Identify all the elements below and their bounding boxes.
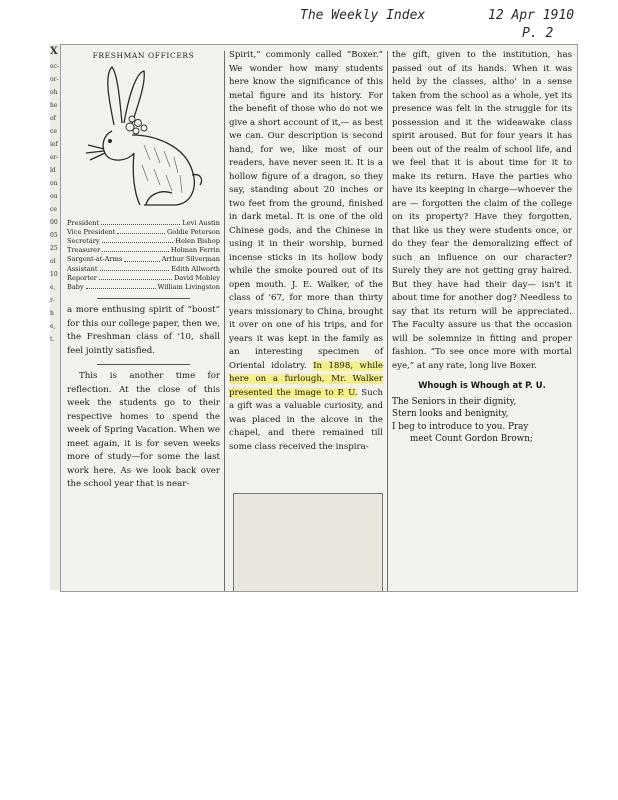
rabbit-illustration	[74, 65, 214, 215]
freshman-officers-heading: FRESHMAN OFFICERS	[92, 51, 195, 60]
edge-fragment: 10	[50, 271, 58, 278]
officer-row	[67, 274, 220, 283]
verse-line: The Seniors in their dignity,	[392, 396, 517, 407]
officer-row	[67, 283, 220, 292]
edge-fragment: 05	[50, 232, 58, 239]
edge-fragment: of	[50, 115, 56, 122]
officer-name: Helen Bishop	[175, 236, 220, 245]
edge-fragment: ld	[50, 167, 56, 174]
officer-name: Arthur Silverman	[161, 255, 220, 264]
section-divider	[97, 298, 190, 299]
officer-role: President	[67, 218, 100, 227]
handwritten-annotation-date: 12 Apr 1910	[488, 8, 575, 23]
officer-name: William Livingston	[157, 282, 220, 291]
edge-fragment: ief	[50, 141, 58, 148]
edge-fragment: or-	[50, 76, 59, 83]
officer-row	[67, 255, 220, 264]
officer-name: Levi Austin	[182, 218, 220, 227]
edge-fragment: e,	[50, 284, 56, 291]
dot-leader	[124, 255, 160, 261]
column-2	[229, 49, 383, 454]
column-rule	[387, 51, 388, 591]
dot-leader	[117, 228, 165, 234]
column-1	[67, 49, 220, 492]
edge-fragment: 25	[50, 245, 58, 252]
edge-fragment: on	[50, 180, 58, 187]
edge-fragment: e,	[50, 323, 56, 330]
edge-fragment: ce	[50, 128, 57, 135]
newspaper-clipping	[60, 44, 578, 592]
dot-leader	[102, 237, 174, 243]
edge-fragment: t.	[50, 336, 55, 343]
officers-list	[67, 219, 220, 293]
edge-fragment: oh	[50, 89, 58, 96]
officer-row	[67, 237, 220, 246]
edge-fragment: h	[50, 310, 54, 317]
verse	[392, 396, 572, 446]
dot-leader	[101, 219, 180, 225]
officer-row	[67, 219, 220, 228]
edge-fragment: he	[50, 102, 58, 109]
officer-role: Baby	[67, 282, 84, 291]
handwritten-annotation-title: The Weekly Index	[300, 8, 426, 23]
dot-leader	[100, 265, 170, 271]
officer-name: Edith Allworth	[171, 264, 220, 273]
edge-fragment: r-	[50, 297, 55, 304]
article-boxer-text	[229, 49, 383, 454]
officer-role: Vice President	[67, 227, 116, 236]
officer-role: Secretary	[67, 236, 100, 245]
officer-name: Holman Ferrin	[170, 246, 220, 255]
officer-role: Assistant	[67, 264, 98, 273]
edge-fragment: ec-	[50, 63, 59, 70]
paragraph-reflection: This is another time for reflection. At the close of this week the students go to their respective homes to spend the week of Spring Vacation. When we meet again, it is for seven weeks more of study—for some the last work here. As we look back over the school year that is near-	[67, 371, 220, 490]
edge-fragment: ou	[50, 193, 58, 200]
officer-row	[67, 246, 220, 255]
officer-row	[67, 228, 220, 237]
officer-name: David Mobley	[173, 273, 220, 282]
section-divider	[97, 364, 190, 365]
edge-fragment: X	[50, 46, 58, 57]
handwritten-annotation-page: P. 2	[522, 26, 554, 41]
officer-role: Sargent-at-Arms	[67, 255, 123, 264]
verse-line: meet Count Gordon Brown;	[410, 434, 533, 444]
edge-fragment: 00	[50, 219, 58, 226]
paragraph-boost: a more enthusing spirit of “boost” for this our college paper, then we, the Freshman class of '10, shall feel jointly satisfied.	[67, 305, 220, 356]
highlighted-passage: In 1898, while here on a furlough, Mr. Walker presented the image to P. U.	[229, 360, 383, 398]
whough-heading: Whough is Whough at P. U.	[418, 380, 546, 390]
officer-name: Goldie Peterson	[166, 227, 220, 236]
verse-line: I beg to introduce to you. Pray	[392, 421, 529, 432]
officer-row	[67, 265, 220, 274]
dot-leader	[99, 274, 172, 280]
officer-role: Reporter	[67, 273, 97, 282]
edge-fragment: er-	[50, 154, 59, 161]
verse-line: Stern looks and benignity,	[392, 409, 509, 419]
column-rule	[224, 51, 225, 591]
dot-leader	[102, 246, 169, 252]
cropped-image-box	[233, 493, 383, 592]
edge-fragment: ce	[50, 206, 57, 213]
edge-fragment: ol	[50, 258, 56, 265]
article-boxer-continuation: the gift, given to the institution, has passed out of its hands. When it was held by the classes, altho' in a sense taken from the school as a whole, yet its presence was felt in the struggle for its possession and it the wideawake class spirit aroused. But for four years it has been out of the realm of school life, and we feel that it is about time for it to make its return. Have the parties who have its keeping in charge—whoever the are — forgotten the claim of the college on its property? Have they forgotten, that like us they were students once, or do they fear the demoralizing effect of such an influence on our character? Surely they are not getting gray haired. But they have had their day— isn't it about time for another dog? Needless to say that its return will be appreciated. The Faculty assure us that the occasion will be solemnize in fitting and proper fashion. “To see once more with mortal eye,” at any rate, long live Boxer.	[392, 50, 572, 371]
officer-role: Treasurer	[67, 246, 101, 255]
dot-leader	[86, 283, 156, 289]
boxer-history-continued: Such a gift was a valuable curiosity, and was placed in the alcove in the chapel, and there remained till some class received the inspira-	[229, 387, 383, 452]
column-3	[392, 49, 572, 446]
boxer-history-text: Spirit,” commonly called “Boxer.” We wonder how many students here know the significance of this metal figure and its history. For the benefit of those who do not we give a short account of it,— as best we can. Our description is second hand, for we, like most of our readers, have never seen it. It is a hollow figure of a dragon, so they say, standing about 20 inches or two feet from the ground, finished in dark metal. It is one of the old Chinese gods, and the Chinese in using it in their worship, burned incense sticks in its hollow body while the smoke poured out of its open mouth. J. E. Walker, of the class of '67, for more than thirty years missionary to China, brought it over on one of his trips, and for years it was kept in the family as an interesting specimen of Oriental idolatry.	[229, 50, 383, 371]
